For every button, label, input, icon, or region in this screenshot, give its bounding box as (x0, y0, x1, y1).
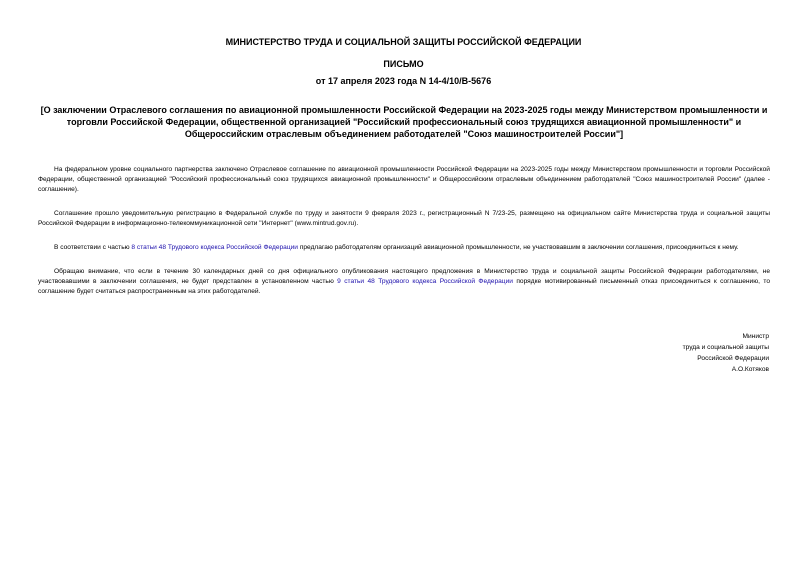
paragraph-3-text-end: предлагаю работодателям организаций авиационной промышленности, не участвовавшим в заключении соглашения, присоединиться к нему. (297, 244, 739, 251)
document-subject: [О заключении Отраслевого соглашения по авиационной промышленности Российской Федерации на 2023-2025 годы между Министерством промышленности и торговли Российской Федерации, общественной организацией "Российский профессиональный союз трудящихся авиационной промышленности" и Общероссийским отраслевым объединением работодателей "Союз машиностроителей России"] (40, 105, 768, 139)
ministry-title: МИНИСТЕРСТВО ТРУДА И СОЦИАЛЬНОЙ ЗАЩИТЫ РОССИЙСКОЙ ФЕДЕРАЦИИ (225, 37, 582, 47)
paragraph-2: Соглашение прошло уведомительную регистрацию в Федеральной службе по труду и занятости 9 февраля 2023 г., регистрационный N 7/23-25, размещено на официальном сайте Министерства труда и социальной защиты Российской Федерации в информационно-телекоммуникационной сети "Интернет" (www.mintrud.gov.ru). (38, 210, 770, 227)
paragraph-4-text-start: Обращаю внимание, что если в течение 30 календарных дней со дня официального опубликования настоящего предложения в Министерство труда и социальной защиты Российской Федерации работодателями, не участвовавшими в заключении соглашения, не будет представлен в установленном частью (38, 268, 770, 285)
signature-name: А.О.Котяков (731, 366, 769, 373)
signature-position: Министр (742, 333, 769, 340)
document-type: ПИСЬМО (383, 59, 424, 69)
paragraph-1: На федеральном уровне социального партнерства заключено Отраслевое соглашение по авиационной промышленности Российской Федерации на 2023-2025 годы между Министерством промышленности и торговли Российской Федерации, общественной организацией "Российский профессиональный союз трудящихся авиационной промышленности" и Общероссийским отраслевым объединением работодателей "Союз машиностроителей России" (далее - соглашение). (38, 166, 770, 193)
signature-block (683, 331, 769, 375)
document-body (38, 165, 770, 311)
paragraph-3-text-start: В соответствии с частью (54, 244, 132, 251)
paragraph-4-text-end: порядке мотивированный письменный отказ присоединиться к соглашению, то соглашение будет считаться распространенным на этих работодателей. (38, 278, 770, 295)
article-48-part-9-link[interactable]: 9 статьи 48 Трудового кодекса Российской Федерации (337, 278, 513, 285)
paragraph-3 (38, 243, 770, 253)
signature-ministry: труда и социальной защиты (682, 344, 769, 351)
paragraph-4 (38, 267, 770, 297)
article-48-part-8-link[interactable]: 8 статьи 48 Трудового кодекса Российской Федерации (131, 244, 298, 251)
signature-country: Российской Федерации (697, 355, 769, 362)
document-date-number: от 17 апреля 2023 года N 14-4/10/В-5676 (315, 76, 492, 86)
